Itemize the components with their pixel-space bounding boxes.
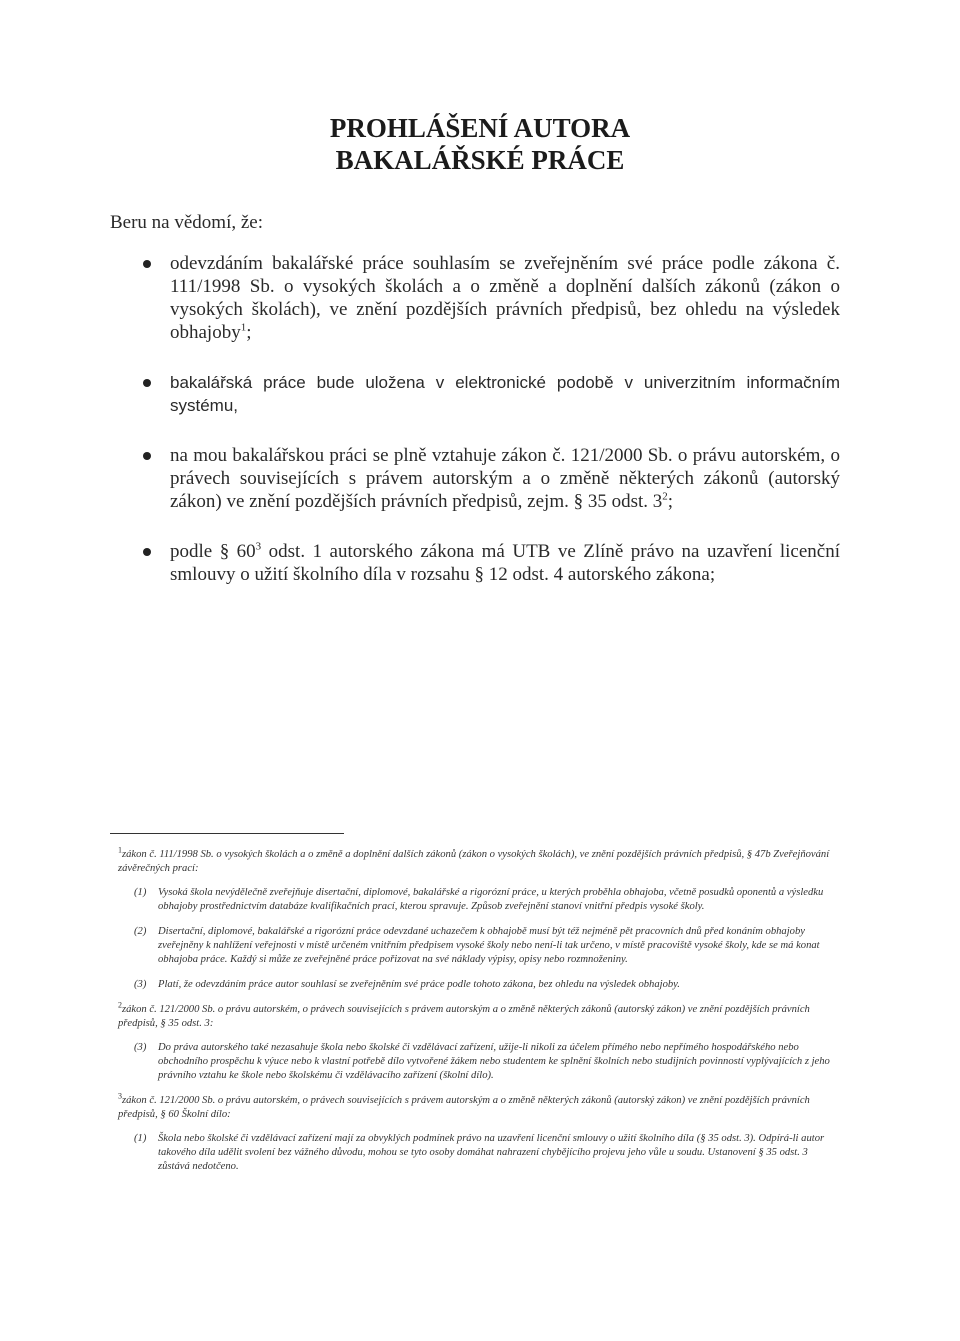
- footnote-1: [118, 845, 842, 876]
- footnote-paragraph: [118, 886, 842, 914]
- bullet-icon: [143, 260, 151, 268]
- paragraph-text: Škola nebo školské či vzdělávací zařízení mají za obvyklých podmínek právo na uzavření licenční smlouvy o užití školního díla (§ 35 odst. 3). Odpírá-li autor takového díla udělit svolení bez vážného důvodu, mohou se tyto osoby domáhat nahrazení chybějícího projevu jeho vůle u soudu. Ustanovení § 35 odst. 3 zůstává nedotčeno.: [158, 1133, 825, 1172]
- list-item: [140, 540, 840, 586]
- bullet-icon: [143, 548, 151, 556]
- bullet-icon: [143, 452, 151, 460]
- list-item: [140, 444, 840, 513]
- bullet-icon: [143, 379, 151, 387]
- paragraph-text: Platí, že odevzdáním práce autor souhlasí se zveřejněním své práce podle tohoto zákona, bez ohledu na výsledek obhajoby.: [158, 979, 680, 990]
- footnote-paragraph: [118, 925, 842, 967]
- footnote-mark: 1: [118, 845, 122, 855]
- footnote-ref: 3: [255, 540, 262, 553]
- footnote-mark: 3: [118, 1091, 122, 1101]
- list-item-end: ;: [667, 491, 674, 512]
- footnote-text: zákon č. 121/2000 Sb. o právu autorském, o právech souvisejících s právem autorským a o změně některých zákonů (autorský zákon) ve znění pozdějších právních předpisů, § 35 odst. 3:: [118, 1004, 810, 1029]
- paragraph-text: Vysoká škola nevýdělečně zveřejňuje disertační, diplomové, bakalářské a rigorózní práce, u kterých proběhla obhajoba, včetně posudků oponentů a výsledku obhajoby prostřednictvím databáze kvalifikačních prací, kterou spravuje. Způsob zveřejnění stanoví vnitřní předpis vysoké školy.: [158, 887, 824, 912]
- paragraph-text: Do práva autorského také nezasahuje škola nebo školské či vzdělávací zařízení, užije-li nikoli za účelem přímého nebo nepřímého hospodářského nebo obchodního prospěchu k výuce nebo k vlastní potřebě dílo vytvořené žákem nebo studentem ke splnění školních nebo studijních povinností vyplývajících z jeho právního vztahu ke škole nebo školskému či vzdělávacího zařízení (školní dílo).: [158, 1042, 830, 1081]
- paragraph-number: (3): [134, 1042, 147, 1053]
- footnote-divider: [110, 833, 344, 834]
- list-item-text: odst. 1 autorského zákona má UTB ve Zlíně právo na uzavření licenční smlouvy o užití školního díla v rozsahu § 12 odst. 4 autorského zákona;: [170, 541, 840, 585]
- footnote-text: zákon č. 121/2000 Sb. o právu autorském, o právech souvisejících s právem autorským a o změně některých zákonů (autorský zákon) ve znění pozdějších právních předpisů, § 60 Školní dílo:: [118, 1095, 810, 1120]
- paragraph-number: (1): [134, 1133, 147, 1144]
- paragraph-number: (3): [134, 979, 147, 990]
- list-item-text: na mou bakalářskou práci se plně vztahuje zákon č. 121/2000 Sb. o právu autorském, o právech souvisejících s právem autorským a o změně některých zákonů (autorský zákon) ve znění pozdějších právních předpisů, zejm. § 35 odst. 3: [170, 445, 840, 512]
- title-line-2: BAKALÁŘSKÉ PRÁCE: [335, 145, 625, 175]
- footnote-paragraph: [118, 1041, 842, 1083]
- title-line-1: PROHLÁŠENÍ AUTORA: [329, 113, 631, 143]
- footnotes: [118, 845, 842, 1185]
- list-item: [140, 371, 840, 417]
- intro-text: Beru na vědomí, že:: [110, 212, 264, 233]
- list-item-end: ;: [246, 322, 252, 343]
- footnote-paragraph: [118, 1132, 842, 1174]
- document-title: [0, 112, 960, 176]
- footnote-mark: 2: [118, 1000, 122, 1010]
- footnote-ref: 1: [240, 321, 247, 334]
- footnote-paragraph: [118, 978, 842, 992]
- paragraph-number: (1): [134, 887, 147, 898]
- declaration-list: [140, 252, 840, 613]
- paragraph-number: (2): [134, 926, 147, 937]
- footnote-text: zákon č. 111/1998 Sb. o vysokých školách a o změně a doplnění dalších zákonů (zákon o vysokých školách), ve znění pozdějších právních předpisů, § 47b Zveřejňování závěrečných prací:: [118, 849, 830, 874]
- footnote-3: [118, 1091, 842, 1122]
- list-item-text: odevzdáním bakalářské práce souhlasím se zveřejněním své práce podle zákona č. 111/1998 Sb. o vysokých školách a o změně a doplnění dalších zákonů (zákon o vysokých školách), ve znění pozdějších právních předpisů, bez ohledu na výsledek obhajoby: [170, 253, 840, 343]
- list-item-pre: podle § 60: [170, 541, 256, 562]
- footnote-ref: 2: [662, 490, 668, 503]
- list-item-text: bakalářská práce bude uložena v elektronické podobě v univerzitním informačním systému,: [170, 373, 840, 415]
- footnote-2: [118, 1000, 842, 1031]
- list-item: [140, 252, 840, 344]
- paragraph-text: Disertační, diplomové, bakalářské a rigorózní práce odevzdané uchazečem k obhajobě musí být též nejméně pět pracovních dnů před konáním obhajoby zveřejněny k nahlížení veřejnosti v místě určeném vnitřním předpisem vysoké školy nebo není-li tak určeno, v místě pracoviště vysoké školy, kde se má konat obhajoba práce. Každý si může ze zveřejněné práce pořizovat na své náklady výpisy, opisy nebo rozmnoženiny.: [158, 926, 820, 965]
